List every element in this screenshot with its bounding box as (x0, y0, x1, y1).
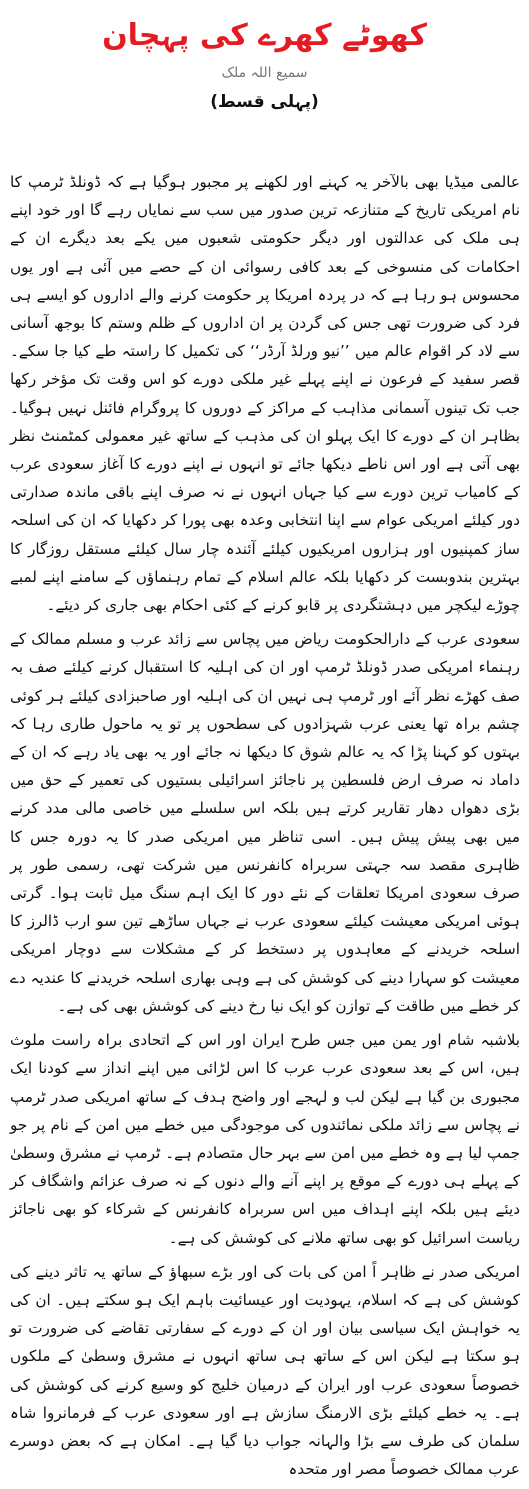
article-title: کھوٹے کھرے کی پہچان (102, 18, 427, 53)
installment-label: (پہلی قسط) (210, 92, 319, 112)
article-paragraph: سعودی عرب کے دارالحکومت ریاض میں پچاس سے زائد عرب و مسلم ممالک کے رہنماء امریکی صدر ڈونلڈ ٹرمپ اور ان کی اہلیہ کا استقبال کرنے کیلئے صف بہ صف کھڑے نظر آئے اور ٹرمپ ہی نہیں ان کی اہلیہ اور صاحبزادی کیلئے ہر کوئی چشم براہ تھا یعنی عرب شہزادوں کی سطحوں پر تو یہ ماحول طاری رہا کہ بہتوں کو کہنا پڑا کہ یہ عالم شوق کا دیکھا نہ جائے اور یہ بھی یاد رہے کہ ان کے داماد نہ صرف ارض فلسطین پر ناجائز اسرائیلی بستیوں کی تعمیر کے حق میں بڑی دھواں دھار تقاریر کرتے ہیں بلکہ اس سلسلے میں خاصی مالی مدد کرنے میں بھی پیش پیش ہیں۔ اسی تناظر میں امریکی صدر کا یہ دورہ جس کا ظاہری مقصد سہ جہتی سربراہ کانفرنس میں شرکت تھی، رسمی طور پر صرف سعودی امریکا تعلقات کے نئے دور کا ایک اہم سنگ میل ثابت ہوا۔ گرتی ہوئی امریکی معیشت کیلئے سعودی عرب نے جہاں ساڑھے تین سو ارب ڈالرز کا اسلحہ خریدنے کے معاہدوں پر دستخط کر کے مشکلات سے دوچار امریکی معیشت کو سہارا دینے کی کوشش کی ہے وہی بھاری اسلحہ خریدنے کا عندیہ دے کر خطے میں طاقت کے توازن کو ایک نیا رخ دینے کی کوشش بھی کی ہے۔ (10, 630, 520, 1015)
author-byline: سمیع اللہ ملک (221, 65, 308, 81)
article-body (10, 168, 520, 1489)
article-paragraph: عالمی میڈیا بھی بالآخر یہ کہنے اور لکھنے پر مجبور ہوگیا ہے کہ ڈونلڈ ٹرمپ کا نام امریکی تاریخ کے متنازعہ ترین صدور میں سب سے نمایاں رہے گا اور خود اپنے ہی ملک کی عدالتوں اور دیگر حکومتی شعبوں میں یکے بعد دیگرے ان کے احکامات کی منسوخی کے بعد کافی رسوائی ان کے حصے میں آئی ہے اور یوں محسوس ہو رہا ہے کہ در پردہ امریکا پر حکومت کرنے والے اداروں کو ایسے ہی فرد کی ضرورت تھی جس کی گردن پر ان اداروں کے ظلم وستم کا بوجھ آسانی سے لاد کر اقوام عالم میں ’’نیو ورلڈ آرڈر‘‘ کی تکمیل کا راستہ طے کیا جا سکے۔ قصر سفید کے فرعون نے اپنے پہلے غیر ملکی دورے کو اس وقت تک مؤخر رکھا جب تک تینوں آسمانی مذاہب کے مراکز کے دوروں کا پروگرام فائنل نہیں ہوگیا۔ بظاہر ان کے دورے کا ایک پہلو ان کی مذہب کے ساتھ غیر معمولی کمٹمنٹ نظر بھی آتی ہے اور اس ناطے دیکھا جائے تو انہوں نے اپنے دورے کا آغاز سعودی عرب کے کامیاب ترین دورے سے کیا جہاں انہوں نے نہ صرف اپنے باقی ماندہ صدارتی دور کیلئے امریکی عوام سے اپنا انتخابی وعدہ بھی پورا کر دکھایا کہ ان کی اسلحہ ساز کمپنیوں اور ہزاروں امریکیوں کیلئے آئندہ چار سال کیلئے مستقل روزگار کا بہترین بندوبست کر دکھایا بلکہ عالم اسلام کے تمام رہنماؤں کے سامنے اپنے لمبے چوڑے لیکچر میں دہشتگردی پر قابو کرنے کے کئی احکام بھی جاری کر دیئے۔ (10, 173, 520, 615)
article-paragraph: بلاشبہ شام اور یمن میں جس طرح ایران اور اس کے اتحادی براہ راست ملوث ہیں، اس کے بعد سعودی عرب عرب کا اس لڑائی میں اپنے انداز سے کودنا ایک مجبوری بن گیا ہے لیکن لب و لہجے اور واضح ہدف کے ساتھ امریکی صدر ٹرمپ نے پچاس سے زائد ملکی نمائندوں کی موجودگی میں خطے میں امن کے نام پر جو جمپ لیا ہے وہ خطے میں امن سے بہر حال متصادم ہے۔ ٹرمپ نے مشرق وسطیٰ کے پہلے ہی دورے کے موقع پر اپنے آنے والے دنوں کے نہ صرف عزائم واشگاف کر دیئے ہیں بلکہ اپنے اہداف میں اس سربراہ کانفرنس کے شرکاء کو بھی ناجائز ریاست اسرائیل کو بھی ساتھ ملانے کی کوشش کی ہے۔ (10, 1031, 520, 1247)
article-paragraph: امریکی صدر نے ظاہر اً امن کی بات کی اور بڑے سبھاؤ کے ساتھ یہ تاثر دینے کی کوشش کی ہے کہ اسلام، یہودیت اور عیسائیت باہم ایک ہو سکتے ہیں۔ ان کی یہ خواہش ایک سیاسی بیان اور ان کے دورے کے سفارتی تقاضے کی ضرورت تو ہو سکتا ہے لیکن اس کے ساتھ ہی ساتھ انہوں نے مشرق وسطیٰ کے ملکوں خصوصاً سعودی عرب اور ایران کے درمیان خلیج کو وسیع کرنے کی کوشش کی ہے۔ یہ خطے کیلئے بڑی الارمنگ سازش ہے اور سعودی عرب کے فرمانروا شاہ سلمان کی طرف سے بڑا والہانہ جواب دیا گیا ہے۔ امکان ہے کہ بعض دوسرے عرب ممالک خصوصاً مصر اور متحدہ (10, 1262, 520, 1479)
